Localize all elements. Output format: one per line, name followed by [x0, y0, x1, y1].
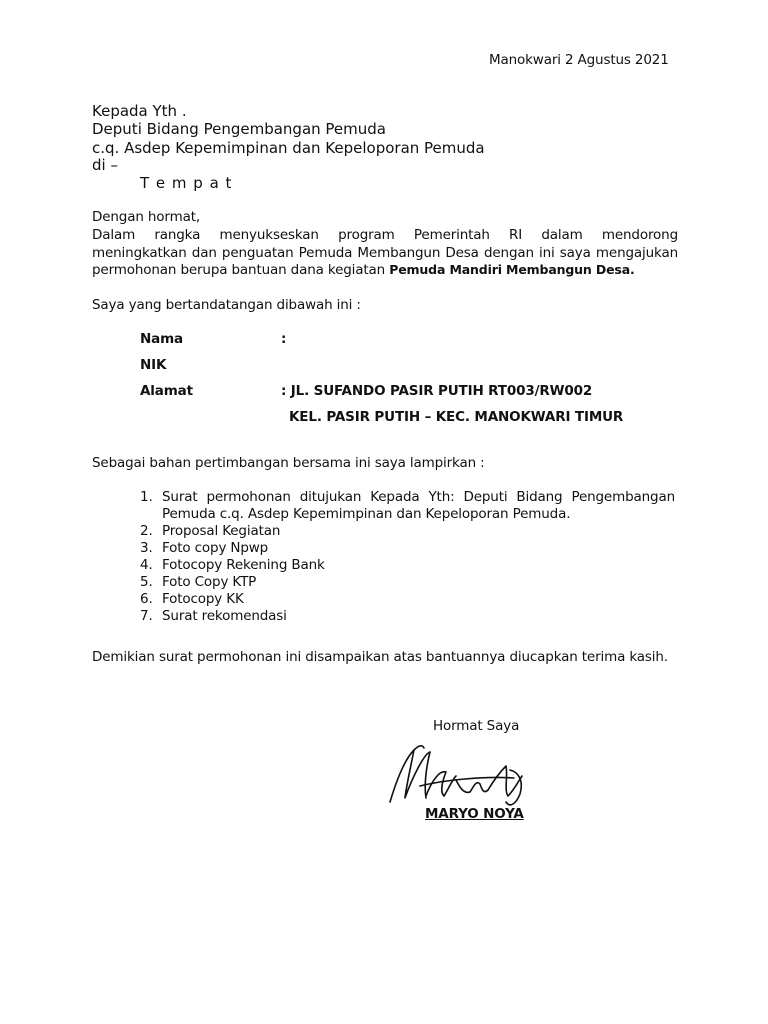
list-item — [140, 608, 675, 625]
signer-intro: Saya yang bertandatangan dibawah ini : — [92, 297, 361, 313]
greeting: Dengan hormat, — [92, 209, 200, 225]
salutation: Hormat Saya — [433, 718, 520, 734]
list-item — [140, 523, 675, 540]
intro-line-1: Dalam rangka menyukseskan program Pemerintah RI dalam mendorong — [92, 227, 678, 243]
list-item-text: Fotocopy Rekening Bank — [162, 557, 325, 573]
recipient-line-3: c.q. Asdep Kepemimpinan dan Kepeloporan Pemuda — [92, 139, 485, 157]
list-item — [140, 540, 675, 557]
intro-line-3-text: permohonan berupa bantuan dana kegiatan — [92, 262, 386, 278]
list-item-number: 1. — [140, 489, 153, 505]
letter-date: Manokwari 2 Agustus 2021 — [489, 52, 669, 68]
list-item-text: Proposal Kegiatan — [162, 523, 281, 539]
list-item-text: Fotocopy KK — [162, 591, 244, 607]
list-item-number: 5. — [140, 574, 153, 590]
list-item-text: Surat rekomendasi — [162, 608, 287, 624]
list-item — [140, 489, 675, 523]
recipient-line-1: Kepada Yth . — [92, 102, 187, 120]
address-label: Alamat — [140, 383, 193, 399]
list-item-number: 6. — [140, 591, 153, 607]
list-item-text: Foto Copy KTP — [162, 574, 257, 590]
address-line-2: KEL. PASIR PUTIH – KEC. MANOKWARI TIMUR — [289, 409, 624, 425]
attachments-intro: Sebagai bahan pertimbangan bersama ini saya lampirkan : — [92, 455, 485, 471]
address-line-1: : JL. SUFANDO PASIR PUTIH RT003/RW002 — [281, 383, 593, 399]
intro-line-2: meningkatkan dan penguatan Pemuda Membangun Desa dengan ini saya mengajukan — [92, 245, 678, 261]
signer-name: MARYO NOYA — [425, 806, 524, 822]
list-item-text: Foto copy Npwp — [162, 540, 269, 556]
attachments-list — [140, 489, 675, 625]
recipient-place: T e m p a t — [140, 174, 233, 192]
list-item — [140, 574, 675, 591]
intro-line-3 — [92, 262, 635, 278]
recipient-line-4: di – — [92, 156, 118, 174]
program-name: Pemuda Mandiri Membangun Desa. — [389, 262, 635, 277]
list-item — [140, 557, 675, 574]
list-item-number: 3. — [140, 540, 153, 556]
list-item — [140, 591, 675, 608]
name-label: Nama — [140, 331, 183, 347]
closing-sentence: Demikian surat permohonan ini disampaikan atas bantuannya diucapkan terima kasih. — [92, 649, 668, 665]
recipient-line-2: Deputi Bidang Pengembangan Pemuda — [92, 120, 386, 138]
list-item-number: 7. — [140, 608, 153, 624]
nik-label: NIK — [140, 357, 167, 373]
name-colon: : — [281, 331, 287, 347]
list-item-text: Surat permohonan ditujukan Kepada Yth: Deputi Bidang Pengembangan Pemuda c.q. Asdep Kepemimpinan dan Kepeloporan Pemuda. — [162, 489, 675, 522]
list-item-number: 4. — [140, 557, 153, 573]
list-item-number: 2. — [140, 523, 153, 539]
